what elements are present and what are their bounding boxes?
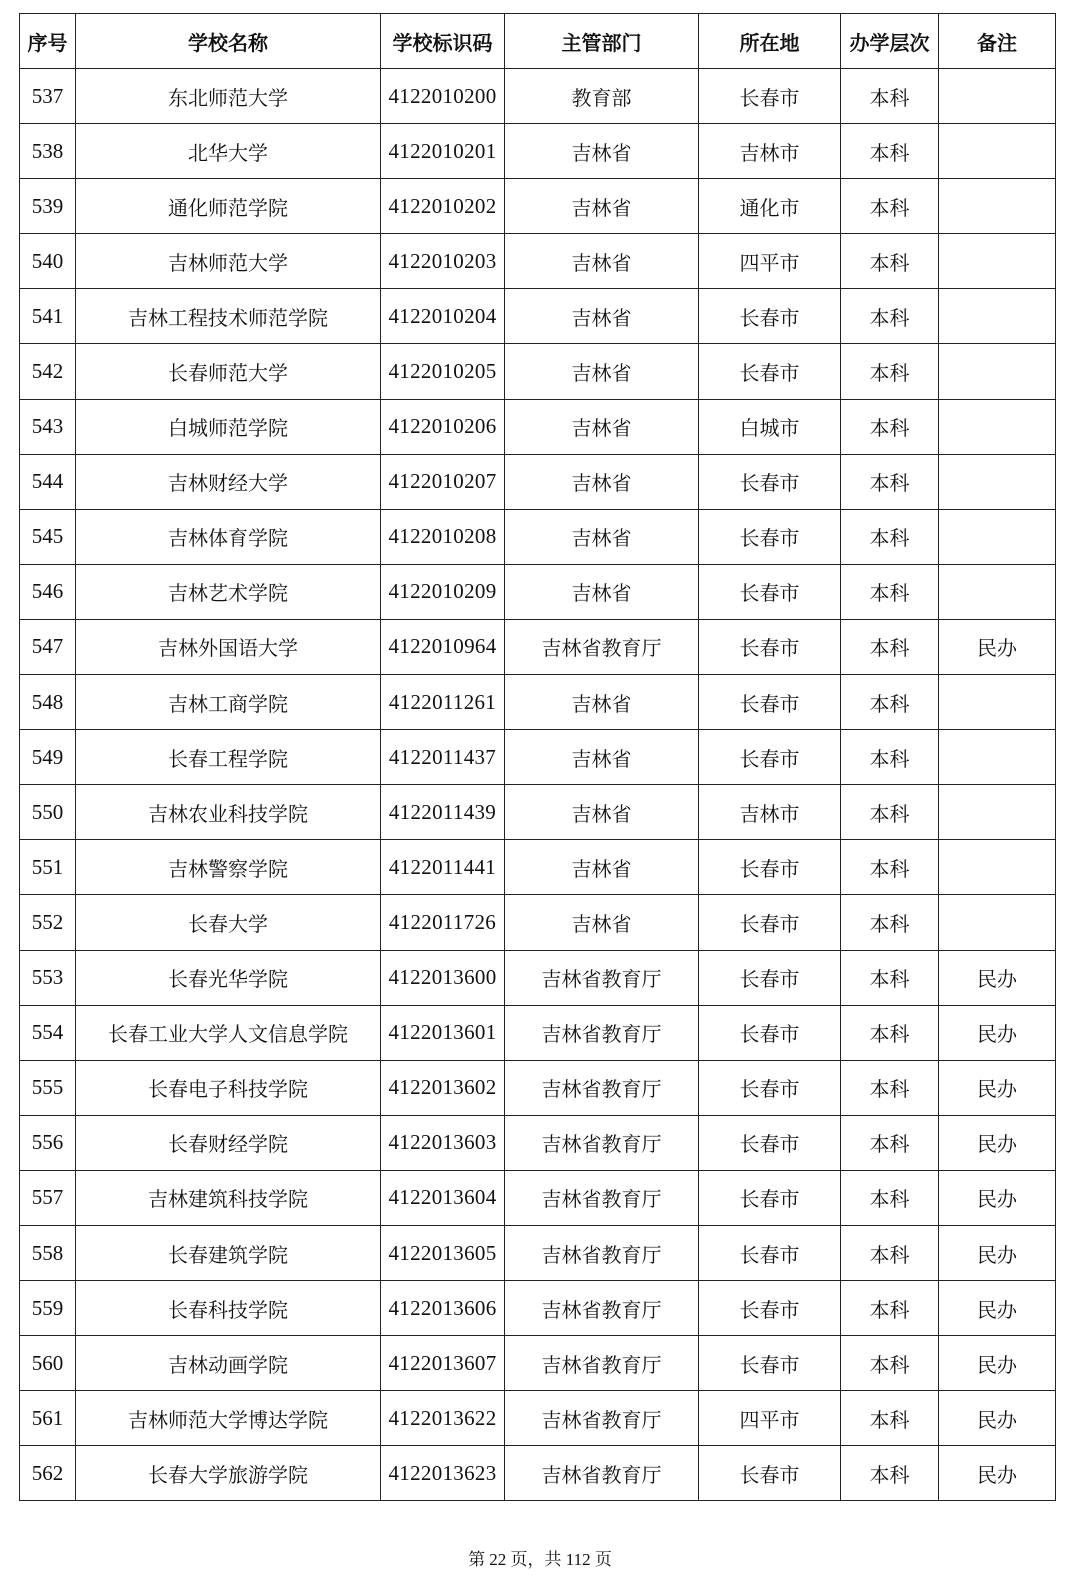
- cell-index: 537: [20, 69, 76, 124]
- cell-level: 本科: [841, 1115, 939, 1170]
- cell-level: 本科: [841, 69, 939, 124]
- table-row: [20, 564, 1056, 619]
- cell-remarks: [939, 454, 1056, 509]
- cell-department: 吉林省教育厅: [505, 1336, 699, 1391]
- table-row: [20, 234, 1056, 289]
- cell-department: 吉林省教育厅: [505, 1170, 699, 1225]
- table-row: [20, 950, 1056, 1005]
- cell-level: 本科: [841, 1005, 939, 1060]
- cell-level: 本科: [841, 840, 939, 895]
- cell-level: 本科: [841, 1060, 939, 1115]
- table-row: [20, 1060, 1056, 1115]
- table-row: [20, 1336, 1056, 1391]
- cell-level: 本科: [841, 344, 939, 399]
- table-row: [20, 509, 1056, 564]
- table-row: [20, 840, 1056, 895]
- cell-school-name: 长春大学: [76, 895, 381, 950]
- cell-school-name: 吉林体育学院: [76, 509, 381, 564]
- cell-index: 544: [20, 454, 76, 509]
- cell-index: 547: [20, 619, 76, 674]
- table-row: [20, 1391, 1056, 1446]
- cell-index: 551: [20, 840, 76, 895]
- cell-department: 吉林省: [505, 344, 699, 399]
- table-row: [20, 69, 1056, 124]
- cell-remarks: 民办: [939, 1170, 1056, 1225]
- cell-department: 吉林省: [505, 454, 699, 509]
- cell-remarks: 民办: [939, 1446, 1056, 1501]
- cell-index: 562: [20, 1446, 76, 1501]
- cell-level: 本科: [841, 1281, 939, 1336]
- cell-department: 吉林省: [505, 675, 699, 730]
- table-row: [20, 1446, 1056, 1501]
- cell-location: 长春市: [699, 1005, 841, 1060]
- cell-remarks: [939, 564, 1056, 619]
- cell-level: 本科: [841, 234, 939, 289]
- cell-school-code: 4122011441: [381, 840, 505, 895]
- cell-location: 长春市: [699, 344, 841, 399]
- cell-remarks: [939, 179, 1056, 234]
- cell-remarks: 民办: [939, 1391, 1056, 1446]
- cell-index: 553: [20, 950, 76, 1005]
- cell-level: 本科: [841, 785, 939, 840]
- table-row: [20, 730, 1056, 785]
- cell-level: 本科: [841, 1391, 939, 1446]
- cell-location: 长春市: [699, 509, 841, 564]
- cell-department: 吉林省: [505, 840, 699, 895]
- table-row: [20, 1281, 1056, 1336]
- cell-department: 吉林省教育厅: [505, 1060, 699, 1115]
- cell-location: 长春市: [699, 950, 841, 1005]
- cell-school-name: 长春光华学院: [76, 950, 381, 1005]
- header-department: 主管部门: [505, 14, 699, 69]
- cell-level: 本科: [841, 124, 939, 179]
- university-list-table: [19, 13, 1056, 1501]
- cell-index: 549: [20, 730, 76, 785]
- cell-level: 本科: [841, 454, 939, 509]
- cell-school-name: 长春工业大学人文信息学院: [76, 1005, 381, 1060]
- cell-level: 本科: [841, 399, 939, 454]
- cell-department: 吉林省: [505, 179, 699, 234]
- table-row: [20, 1170, 1056, 1225]
- cell-index: 554: [20, 1005, 76, 1060]
- cell-school-name: 白城师范学院: [76, 399, 381, 454]
- table-row: [20, 124, 1056, 179]
- cell-index: 545: [20, 509, 76, 564]
- cell-department: 吉林省: [505, 124, 699, 179]
- cell-school-code: 4122011437: [381, 730, 505, 785]
- cell-school-code: 4122010209: [381, 564, 505, 619]
- cell-index: 538: [20, 124, 76, 179]
- cell-school-name: 长春电子科技学院: [76, 1060, 381, 1115]
- cell-location: 长春市: [699, 454, 841, 509]
- cell-department: 教育部: [505, 69, 699, 124]
- cell-school-code: 4122011261: [381, 675, 505, 730]
- cell-location: 通化市: [699, 179, 841, 234]
- cell-location: 吉林市: [699, 124, 841, 179]
- cell-level: 本科: [841, 1225, 939, 1280]
- cell-remarks: [939, 509, 1056, 564]
- cell-remarks: 民办: [939, 1336, 1056, 1391]
- cell-remarks: 民办: [939, 1060, 1056, 1115]
- table-row: [20, 289, 1056, 344]
- cell-school-name: 长春工程学院: [76, 730, 381, 785]
- cell-level: 本科: [841, 509, 939, 564]
- cell-school-name: 吉林财经大学: [76, 454, 381, 509]
- cell-department: 吉林省教育厅: [505, 1446, 699, 1501]
- cell-department: 吉林省教育厅: [505, 950, 699, 1005]
- cell-department: 吉林省教育厅: [505, 1281, 699, 1336]
- cell-level: 本科: [841, 289, 939, 344]
- cell-location: 长春市: [699, 1336, 841, 1391]
- cell-remarks: 民办: [939, 1225, 1056, 1280]
- cell-department: 吉林省: [505, 564, 699, 619]
- cell-school-code: 4122010207: [381, 454, 505, 509]
- cell-school-code: 4122013601: [381, 1005, 505, 1060]
- cell-remarks: 民办: [939, 1005, 1056, 1060]
- cell-location: 长春市: [699, 1115, 841, 1170]
- cell-school-name: 吉林师范大学: [76, 234, 381, 289]
- cell-school-code: 4122013607: [381, 1336, 505, 1391]
- cell-department: 吉林省: [505, 509, 699, 564]
- cell-remarks: [939, 399, 1056, 454]
- cell-school-name: 长春科技学院: [76, 1281, 381, 1336]
- cell-department: 吉林省: [505, 730, 699, 785]
- cell-location: 长春市: [699, 564, 841, 619]
- header-school-name: 学校名称: [76, 14, 381, 69]
- cell-remarks: [939, 69, 1056, 124]
- cell-department: 吉林省: [505, 234, 699, 289]
- cell-department: 吉林省教育厅: [505, 619, 699, 674]
- cell-remarks: [939, 234, 1056, 289]
- cell-school-code: 4122013606: [381, 1281, 505, 1336]
- cell-location: 长春市: [699, 1060, 841, 1115]
- table-row: [20, 675, 1056, 730]
- page-footer: 第 22 页，共 112 页: [468, 1550, 612, 1569]
- cell-level: 本科: [841, 950, 939, 1005]
- cell-location: 长春市: [699, 840, 841, 895]
- cell-school-code: 4122010200: [381, 69, 505, 124]
- cell-location: 四平市: [699, 234, 841, 289]
- cell-school-code: 4122013602: [381, 1060, 505, 1115]
- cell-location: 长春市: [699, 675, 841, 730]
- cell-index: 548: [20, 675, 76, 730]
- cell-school-code: 4122011439: [381, 785, 505, 840]
- cell-school-name: 吉林工程技术师范学院: [76, 289, 381, 344]
- cell-index: 560: [20, 1336, 76, 1391]
- table-row: [20, 1005, 1056, 1060]
- cell-school-name: 长春大学旅游学院: [76, 1446, 381, 1501]
- cell-school-name: 吉林师范大学博达学院: [76, 1391, 381, 1446]
- cell-department: 吉林省教育厅: [505, 1115, 699, 1170]
- cell-school-name: 东北师范大学: [76, 69, 381, 124]
- table-row: [20, 344, 1056, 399]
- cell-school-code: 4122010202: [381, 179, 505, 234]
- header-index: 序号: [20, 14, 76, 69]
- cell-location: 四平市: [699, 1391, 841, 1446]
- cell-school-code: 4122013605: [381, 1225, 505, 1280]
- header-level: 办学层次: [841, 14, 939, 69]
- cell-school-name: 长春建筑学院: [76, 1225, 381, 1280]
- cell-location: 白城市: [699, 399, 841, 454]
- cell-school-name: 通化师范学院: [76, 179, 381, 234]
- header-remarks: 备注: [939, 14, 1056, 69]
- cell-department: 吉林省: [505, 895, 699, 950]
- table-row: [20, 454, 1056, 509]
- cell-school-code: 4122013604: [381, 1170, 505, 1225]
- header-location: 所在地: [699, 14, 841, 69]
- cell-school-code: 4122013603: [381, 1115, 505, 1170]
- cell-location: 长春市: [699, 619, 841, 674]
- cell-index: 561: [20, 1391, 76, 1446]
- cell-department: 吉林省教育厅: [505, 1391, 699, 1446]
- cell-school-code: 4122013622: [381, 1391, 505, 1446]
- cell-index: 542: [20, 344, 76, 399]
- cell-level: 本科: [841, 1336, 939, 1391]
- cell-school-code: 4122010204: [381, 289, 505, 344]
- table-row: [20, 619, 1056, 674]
- table-row: [20, 895, 1056, 950]
- cell-location: 长春市: [699, 1446, 841, 1501]
- cell-location: 吉林市: [699, 785, 841, 840]
- cell-department: 吉林省: [505, 399, 699, 454]
- cell-school-code: 4122010201: [381, 124, 505, 179]
- cell-level: 本科: [841, 1170, 939, 1225]
- cell-school-code: 4122013623: [381, 1446, 505, 1501]
- cell-location: 长春市: [699, 730, 841, 785]
- cell-school-name: 吉林外国语大学: [76, 619, 381, 674]
- cell-level: 本科: [841, 179, 939, 234]
- cell-remarks: [939, 124, 1056, 179]
- cell-index: 539: [20, 179, 76, 234]
- cell-index: 557: [20, 1170, 76, 1225]
- cell-level: 本科: [841, 1446, 939, 1501]
- table-body: [20, 69, 1056, 1501]
- cell-school-name: 长春师范大学: [76, 344, 381, 399]
- cell-location: 长春市: [699, 1170, 841, 1225]
- cell-school-code: 4122010208: [381, 509, 505, 564]
- cell-remarks: 民办: [939, 1281, 1056, 1336]
- cell-school-name: 吉林农业科技学院: [76, 785, 381, 840]
- cell-index: 552: [20, 895, 76, 950]
- cell-index: 550: [20, 785, 76, 840]
- cell-level: 本科: [841, 564, 939, 619]
- cell-index: 558: [20, 1225, 76, 1280]
- cell-department: 吉林省教育厅: [505, 1225, 699, 1280]
- cell-location: 长春市: [699, 69, 841, 124]
- cell-school-code: 4122011726: [381, 895, 505, 950]
- cell-school-code: 4122010203: [381, 234, 505, 289]
- cell-remarks: [939, 675, 1056, 730]
- cell-remarks: 民办: [939, 1115, 1056, 1170]
- cell-index: 541: [20, 289, 76, 344]
- cell-level: 本科: [841, 895, 939, 950]
- cell-remarks: [939, 730, 1056, 785]
- cell-school-code: 4122010205: [381, 344, 505, 399]
- table-row: [20, 785, 1056, 840]
- cell-remarks: 民办: [939, 619, 1056, 674]
- table-row: [20, 1115, 1056, 1170]
- cell-index: 555: [20, 1060, 76, 1115]
- cell-school-name: 吉林建筑科技学院: [76, 1170, 381, 1225]
- cell-level: 本科: [841, 730, 939, 785]
- cell-index: 559: [20, 1281, 76, 1336]
- table-row: [20, 399, 1056, 454]
- cell-school-name: 吉林艺术学院: [76, 564, 381, 619]
- cell-remarks: [939, 344, 1056, 399]
- cell-school-code: 4122010964: [381, 619, 505, 674]
- cell-school-name: 吉林动画学院: [76, 1336, 381, 1391]
- cell-location: 长春市: [699, 895, 841, 950]
- cell-school-name: 长春财经学院: [76, 1115, 381, 1170]
- cell-level: 本科: [841, 619, 939, 674]
- cell-remarks: [939, 895, 1056, 950]
- cell-school-name: 北华大学: [76, 124, 381, 179]
- cell-remarks: 民办: [939, 950, 1056, 1005]
- cell-level: 本科: [841, 675, 939, 730]
- cell-school-name: 吉林警察学院: [76, 840, 381, 895]
- cell-index: 540: [20, 234, 76, 289]
- cell-school-code: 4122013600: [381, 950, 505, 1005]
- cell-department: 吉林省: [505, 785, 699, 840]
- cell-index: 546: [20, 564, 76, 619]
- cell-school-code: 4122010206: [381, 399, 505, 454]
- cell-department: 吉林省教育厅: [505, 1005, 699, 1060]
- cell-school-name: 吉林工商学院: [76, 675, 381, 730]
- cell-department: 吉林省: [505, 289, 699, 344]
- cell-remarks: [939, 785, 1056, 840]
- header-school-code: 学校标识码: [381, 14, 505, 69]
- cell-location: 长春市: [699, 1225, 841, 1280]
- cell-location: 长春市: [699, 1281, 841, 1336]
- cell-index: 543: [20, 399, 76, 454]
- cell-index: 556: [20, 1115, 76, 1170]
- table-row: [20, 1225, 1056, 1280]
- table-header-row: [20, 14, 1056, 69]
- table-row: [20, 179, 1056, 234]
- cell-remarks: [939, 840, 1056, 895]
- cell-location: 长春市: [699, 289, 841, 344]
- cell-remarks: [939, 289, 1056, 344]
